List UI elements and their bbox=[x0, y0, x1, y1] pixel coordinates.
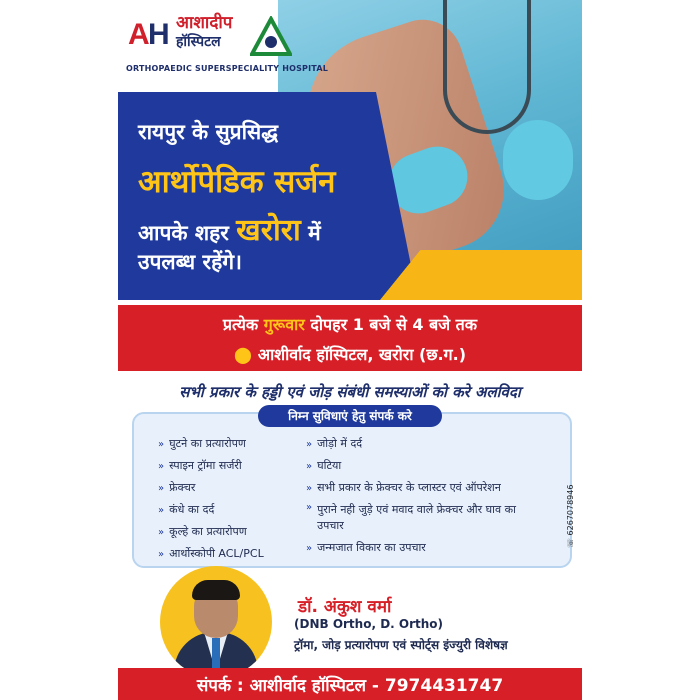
chevron-icon: » bbox=[306, 543, 313, 554]
side-phone-number: ☏ 6267078946 bbox=[566, 484, 575, 548]
headline-line-2: आर्थोपेडिक सर्जन bbox=[138, 164, 336, 200]
headline-line-3 bbox=[138, 208, 321, 249]
service-item bbox=[158, 524, 247, 539]
ah-logo-icon bbox=[126, 14, 172, 54]
service-label: घुटने का प्रत्यारोपण bbox=[169, 437, 246, 450]
logo-hindi-sub: हॉस्पिटल bbox=[176, 34, 221, 50]
contact-footer bbox=[118, 668, 582, 700]
contact-text: संपर्क : आशीर्वाद हॉस्पिटल - 7974431747 bbox=[196, 676, 504, 696]
schedule-line bbox=[118, 313, 582, 335]
logo-english-name: ORTHOPAEDIC SUPERSPECIALITY HOSPITAL bbox=[126, 64, 329, 73]
service-label: घटिया bbox=[317, 459, 342, 472]
doctor-specialty: ट्रॉमा, जोड़ प्रत्यारोपण एवं स्पोर्ट्स इंज्युरी विशेषज्ञ bbox=[294, 638, 508, 652]
chevron-icon: » bbox=[158, 505, 165, 516]
doctor-tie bbox=[212, 638, 220, 672]
service-item bbox=[158, 436, 246, 451]
service-item bbox=[158, 458, 242, 473]
service-item bbox=[158, 546, 264, 561]
location-text: आशीर्वाद हॉस्पिटल, खरोरा (छ.ग.) bbox=[257, 345, 467, 364]
hospital-logo bbox=[126, 13, 329, 73]
chevron-icon: » bbox=[158, 483, 165, 494]
poster bbox=[118, 0, 582, 700]
doctor-degrees: (DNB Ortho, D. Ortho) bbox=[294, 617, 444, 631]
service-item bbox=[158, 480, 195, 495]
service-label: जोड़ो में दर्द bbox=[317, 437, 363, 450]
service-label: स्पाइन ट्रॉमा सर्जरी bbox=[169, 459, 242, 472]
service-item bbox=[306, 458, 341, 473]
schedule-prefix: प्रत्येक bbox=[222, 315, 259, 334]
service-label: जन्मजात विकार का उपचार bbox=[317, 541, 426, 554]
chevron-icon: » bbox=[158, 549, 165, 560]
doctor-hair bbox=[192, 580, 240, 600]
services-title: निम्न सुविधाएं हेतु संपर्क करे bbox=[258, 405, 442, 427]
glove-right bbox=[503, 120, 573, 200]
service-label: कंधे का दर्द bbox=[169, 503, 215, 516]
chevron-icon: » bbox=[306, 502, 313, 513]
svg-text:H: H bbox=[148, 18, 170, 51]
service-item bbox=[306, 436, 362, 451]
service-label: कूल्हे का प्रत्यारोपण bbox=[169, 525, 247, 538]
logo-hindi-name: आशादीप bbox=[176, 13, 233, 33]
service-item bbox=[306, 502, 527, 534]
chevron-icon: » bbox=[306, 461, 313, 472]
location-pin-icon: ⬤ bbox=[233, 345, 252, 364]
headline-line-4: उपलब्ध रहेंगे। bbox=[138, 250, 243, 274]
schedule-time: दोपहर 1 बजे से 4 बजे तक bbox=[310, 315, 478, 334]
accreditation-seal-icon bbox=[250, 16, 292, 58]
location-line bbox=[118, 343, 582, 365]
service-label: पुराने नही जुड़े एवं मवाद वाले फ्रेक्चर और घाव का उपचार bbox=[317, 503, 516, 532]
headline-line-1: रायपुर के सुप्रसिद्ध bbox=[138, 120, 279, 144]
schedule-day: गुरूवार bbox=[263, 315, 305, 334]
service-item bbox=[306, 480, 501, 495]
service-item bbox=[158, 502, 214, 517]
chevron-icon: » bbox=[158, 527, 165, 538]
chevron-icon: » bbox=[158, 439, 165, 450]
stethoscope bbox=[443, 0, 531, 134]
service-label: फ्रेक्चर bbox=[169, 481, 196, 494]
headline-city: खरोरा bbox=[236, 213, 301, 248]
schedule-band bbox=[118, 305, 582, 371]
header bbox=[118, 0, 582, 300]
chevron-icon: » bbox=[306, 483, 313, 494]
headline-line-3-suffix: में bbox=[308, 221, 321, 245]
svg-text:A: A bbox=[128, 18, 150, 51]
doctor-photo bbox=[160, 566, 272, 678]
service-label: आर्थोस्कोपी ACL/PCL bbox=[169, 547, 264, 560]
service-label: सभी प्रकार के फ्रेक्चर के प्लास्टर एवं ऑपरेशन bbox=[317, 481, 501, 494]
headline-line-3-prefix: आपके शहर bbox=[138, 221, 229, 245]
chevron-icon: » bbox=[306, 439, 313, 450]
chevron-icon: » bbox=[158, 461, 165, 472]
tagline: सभी प्रकार के हड्डी एवं जोड़ संबंधी समस्याओं को करे अलविदा bbox=[179, 383, 521, 401]
doctor-name: डॉ. अंकुश वर्मा bbox=[298, 597, 392, 617]
service-item bbox=[306, 540, 426, 555]
